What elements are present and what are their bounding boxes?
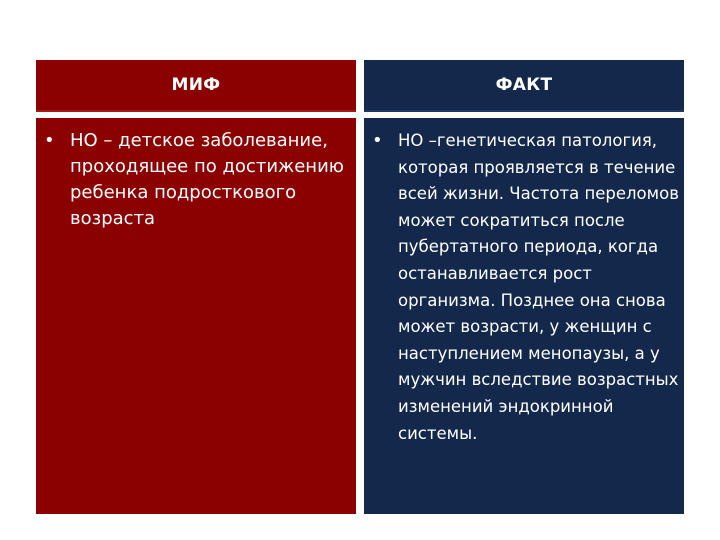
myth-heading bbox=[36, 60, 356, 112]
fact-panel bbox=[364, 118, 684, 514]
fact-bullet-icon: • bbox=[372, 130, 383, 151]
myth-bullet-icon: • bbox=[44, 130, 55, 151]
fact-heading bbox=[364, 60, 684, 112]
myth-panel bbox=[36, 118, 356, 514]
myth-statement: НО – детское заболевание, проходящее по достижению ребенка подросткового возраста bbox=[70, 130, 344, 229]
fact-heading-label: ФАКТ bbox=[495, 75, 553, 95]
fact-statement: НО –генетическая патология, которая проявляется в течение всей жизни. Частота переломов может сократиться после пубертатного периода, когда останавливается рост организма. Позднее она снова может возрасти, у женщин с наступлением менопаузы, а у мужчин вследствие возрастных изменений эндокринной системы. bbox=[398, 131, 679, 443]
myth-heading-label: МИФ bbox=[171, 75, 221, 95]
